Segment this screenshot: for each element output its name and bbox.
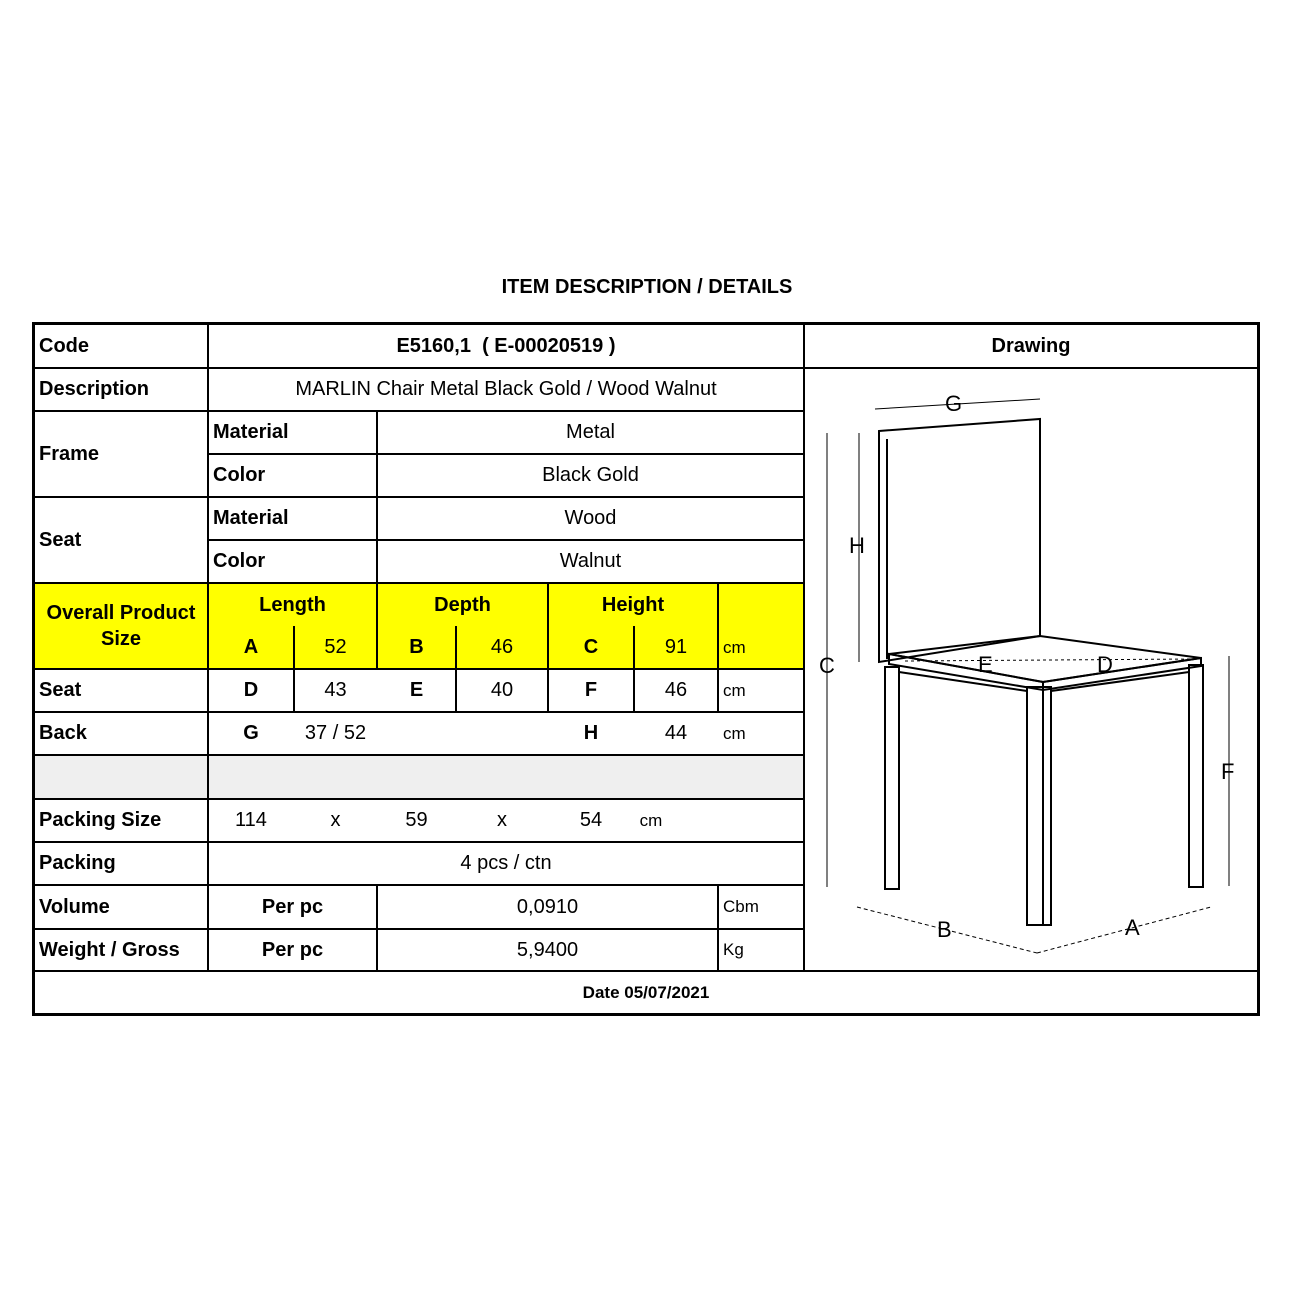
- page-title: ITEM DESCRIPTION / DETAILS: [501, 276, 793, 298]
- overall-unit: cm: [723, 637, 746, 657]
- back-g-label: G: [243, 722, 259, 744]
- chair-leg-back-right: [1189, 665, 1203, 887]
- packing-size-width: 59: [405, 809, 428, 831]
- depth-header: Depth: [434, 593, 491, 616]
- back-dims-unit: cm: [723, 723, 746, 743]
- seat-e-label: E: [409, 679, 424, 701]
- height-header: Height: [601, 593, 665, 616]
- seat-dims-unit: cm: [723, 680, 746, 700]
- seat-e-value: 40: [490, 679, 514, 701]
- overall-a-value: 52: [324, 636, 347, 658]
- weight-unit: Kg: [723, 940, 744, 959]
- dim-label-b: B: [937, 917, 952, 942]
- packing-size-length: 114: [235, 809, 267, 831]
- back-dims-label: Back: [39, 722, 87, 744]
- back-h-label: H: [583, 722, 599, 744]
- length-header: Length: [259, 593, 326, 616]
- spacer-row: [35, 756, 803, 798]
- overall-c-label: C: [583, 636, 599, 658]
- chair-backrest: [879, 419, 1040, 662]
- chair-seat: [889, 636, 1201, 682]
- dim-label-d: D: [1097, 652, 1113, 677]
- dim-label-h: H: [849, 533, 865, 558]
- chair-drawing: [805, 369, 1257, 970]
- volume-label: Volume: [39, 895, 110, 918]
- seat-material-label: Material: [213, 507, 289, 529]
- seat-f-label: F: [584, 679, 598, 701]
- overall-b-value: 46: [490, 636, 514, 658]
- dim-label-f: F: [1221, 759, 1235, 784]
- weight-label: Weight / Gross: [39, 938, 180, 961]
- frame-material-value: Metal: [566, 421, 615, 443]
- packing-size-x1: x: [330, 809, 341, 831]
- code-value: E5160,1 ( E-00020519 ): [396, 334, 616, 357]
- packing-label: Packing: [39, 852, 116, 874]
- description-value: MARLIN Chair Metal Black Gold / Wood Walnut: [295, 378, 717, 400]
- spec-sheet: [32, 322, 1260, 1016]
- seat-f-value: 46: [664, 679, 688, 701]
- frame-color-label: Color: [213, 464, 266, 486]
- frame-label: Frame: [39, 442, 100, 465]
- overall-c-value: 91: [664, 636, 688, 658]
- chair-leg-front-left: [885, 667, 899, 889]
- chair-leg-front-center: [1027, 687, 1043, 925]
- frame-material-label: Material: [213, 421, 289, 443]
- back-h-value: 44: [664, 722, 688, 744]
- volume-per: Per pc: [261, 895, 324, 918]
- seat-dims-label: Seat: [39, 679, 82, 701]
- volume-value: 0,0910: [516, 895, 579, 918]
- overall-a-label: A: [243, 636, 259, 658]
- seat-color-label: Color: [213, 550, 266, 572]
- seat-label: Seat: [39, 528, 82, 551]
- dim-label-a: A: [1125, 915, 1140, 940]
- weight-per: Per pc: [261, 938, 324, 961]
- packing-size-x2: x: [497, 809, 507, 831]
- packing-size-unit: cm: [639, 810, 663, 830]
- seat-color-value: Walnut: [559, 550, 622, 572]
- overall-size-label: Overall Product Size: [46, 602, 196, 650]
- dim-label-g: G: [945, 391, 963, 416]
- seat-material-value: Wood: [564, 507, 617, 529]
- overall-b-label: B: [409, 636, 424, 658]
- seat-d-label: D: [243, 679, 259, 701]
- packing-size-height: 54: [579, 809, 603, 831]
- back-g-value: 37 / 52: [304, 722, 367, 744]
- description-label: Description: [39, 378, 150, 400]
- drawing-header: Drawing: [991, 334, 1071, 357]
- packing-size-label: Packing Size: [39, 809, 162, 831]
- seat-d-value: 43: [324, 679, 347, 701]
- dim-label-c: C: [819, 653, 835, 678]
- code-label: Code: [39, 334, 89, 357]
- frame-color-value: Black Gold: [542, 464, 639, 486]
- volume-unit: Cbm: [723, 897, 759, 916]
- dim-label-e: E: [978, 652, 993, 677]
- chair-leg-center-inner: [1043, 687, 1051, 925]
- date-footer: Date 05/07/2021: [582, 982, 710, 1002]
- packing-value: 4 pcs / ctn: [460, 852, 552, 874]
- weight-value: 5,9400: [516, 938, 579, 961]
